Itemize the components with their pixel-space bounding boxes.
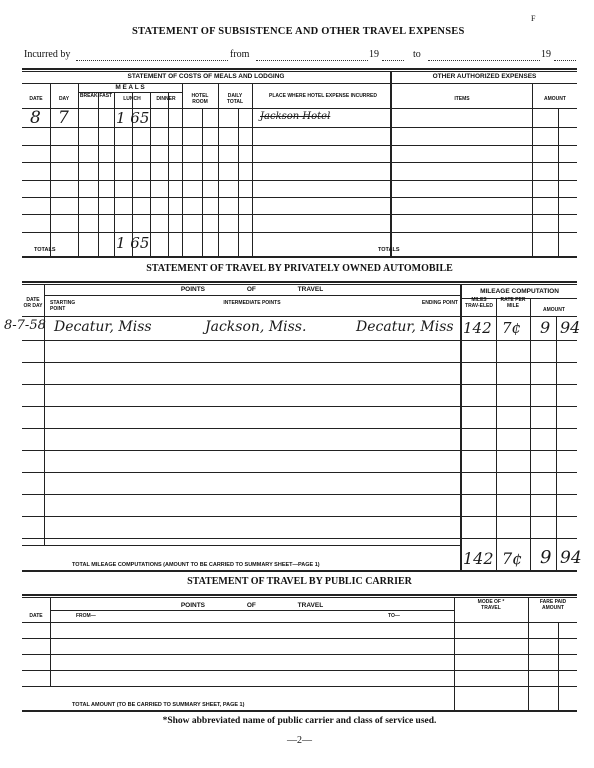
col-dinner: DINNER [156, 96, 176, 102]
footer-note: *Show abbreviated name of public carrier and class of service used. [162, 716, 437, 726]
auto-row1-end[interactable]: Decatur, Miss [356, 319, 454, 335]
form-title: STATEMENT OF SUBSISTENCE AND OTHER TRAVEL EXPENSES [132, 26, 465, 37]
auto-col-rate: RATE PER MILE [500, 297, 526, 309]
col-lunch: LUNCH [123, 96, 141, 102]
auto-col-amount: AMOUNT [543, 307, 565, 313]
col-items: ITEMS [454, 96, 470, 102]
auto-total-cents[interactable]: 94 [560, 548, 582, 568]
auto-col-starting: STARTING POINT [50, 300, 76, 312]
col-daily-total: DAILY TOTAL [226, 93, 244, 105]
auto-row1-miles[interactable]: 142 [463, 319, 492, 337]
auto-row1-cents[interactable]: 94 [560, 318, 581, 337]
meals-row1-day[interactable]: 7 [58, 108, 69, 128]
to-label: to [413, 49, 421, 60]
other-totals-label: TOTALS [378, 247, 400, 253]
incurred-by-label: Incurred by [24, 49, 71, 60]
auto-col-intermediate: INTERMEDIATE POINTS [223, 300, 281, 306]
public-section-title: STATEMENT OF TRAVEL BY PUBLIC CARRIER [187, 576, 412, 587]
from-label: from [230, 49, 250, 60]
col-day: DAY [58, 96, 70, 102]
auto-total-rate[interactable]: 7¢ [502, 549, 523, 568]
from-year-field[interactable] [382, 60, 404, 61]
meals-row1-date[interactable]: 8 [30, 108, 41, 128]
public-col-to: TO— [388, 613, 400, 619]
auto-total-miles[interactable]: 142 [463, 549, 494, 568]
mileage-computation-title: MILEAGE COMPUTATION [480, 288, 559, 295]
meals-row1-place[interactable]: Jackson Hotel [260, 111, 331, 122]
public-col-from: FROM— [76, 613, 96, 619]
year-label-2: 19 [541, 49, 551, 60]
auto-row1-intermediate[interactable]: Jackson, Miss. [205, 319, 307, 335]
auto-row1-start[interactable]: Decatur, Miss [54, 319, 152, 335]
public-col-date: DATE [29, 613, 43, 619]
to-date-field[interactable] [428, 60, 540, 61]
public-points-of-travel: POINTS OF TRAVEL [180, 602, 324, 609]
to-year-field[interactable] [554, 60, 576, 61]
incurred-by-field[interactable] [76, 60, 228, 61]
meals-group-header: M E A L S [115, 84, 145, 91]
auto-col-date: DATE OR DAY [23, 297, 43, 309]
auto-col-ending: ENDING POINT [421, 300, 458, 306]
meals-row1-lunch[interactable]: 1 65 [116, 109, 150, 127]
auto-total-dollars[interactable]: 9 [540, 547, 552, 568]
col-hotel-room: HOTEL ROOM [191, 93, 209, 105]
public-col-fare: FARE PAID AMOUNT [539, 599, 567, 611]
from-date-field[interactable] [256, 60, 368, 61]
meals-totals-lunch[interactable]: 1 65 [116, 234, 150, 252]
corner-mark: F [531, 14, 536, 23]
auto-row1-date[interactable]: 8-7-58 [4, 318, 46, 333]
auto-col-miles: MILES TRAV-ELED [465, 297, 493, 309]
auto-row1-rate[interactable]: 7¢ [502, 319, 522, 337]
page-number: —2— [287, 735, 312, 746]
meals-totals-label: TOTALS [34, 247, 56, 253]
auto-points-of-travel: POINTS OF TRAVEL [180, 286, 324, 293]
auto-total-label: TOTAL MILEAGE COMPUTATIONS (AMOUNT TO BE CARRIED TO SUMMARY SHEET—PAGE 1) [72, 562, 320, 568]
col-place: PLACE WHERE HOTEL EXPENSE INCURRED [269, 93, 377, 99]
auto-section-title: STATEMENT OF TRAVEL BY PRIVATELY OWNED AUTOMOBILE [146, 263, 453, 274]
auto-row1-dollars[interactable]: 9 [540, 318, 551, 337]
col-date: DATE [29, 96, 43, 102]
col-other-amount: AMOUNT [544, 96, 566, 102]
meals-section-title: STATEMENT OF COSTS OF MEALS AND LODGING [127, 73, 285, 80]
year-label-1: 19 [369, 49, 379, 60]
public-total-label: TOTAL AMOUNT (TO BE CARRIED TO SUMMARY SHEET, PAGE 1) [72, 702, 245, 708]
public-col-mode: MODE OF * TRAVEL [477, 599, 505, 611]
other-expenses-title: OTHER AUTHORIZED EXPENSES [432, 73, 537, 80]
col-breakfast: BREAK-FAST [79, 93, 113, 99]
